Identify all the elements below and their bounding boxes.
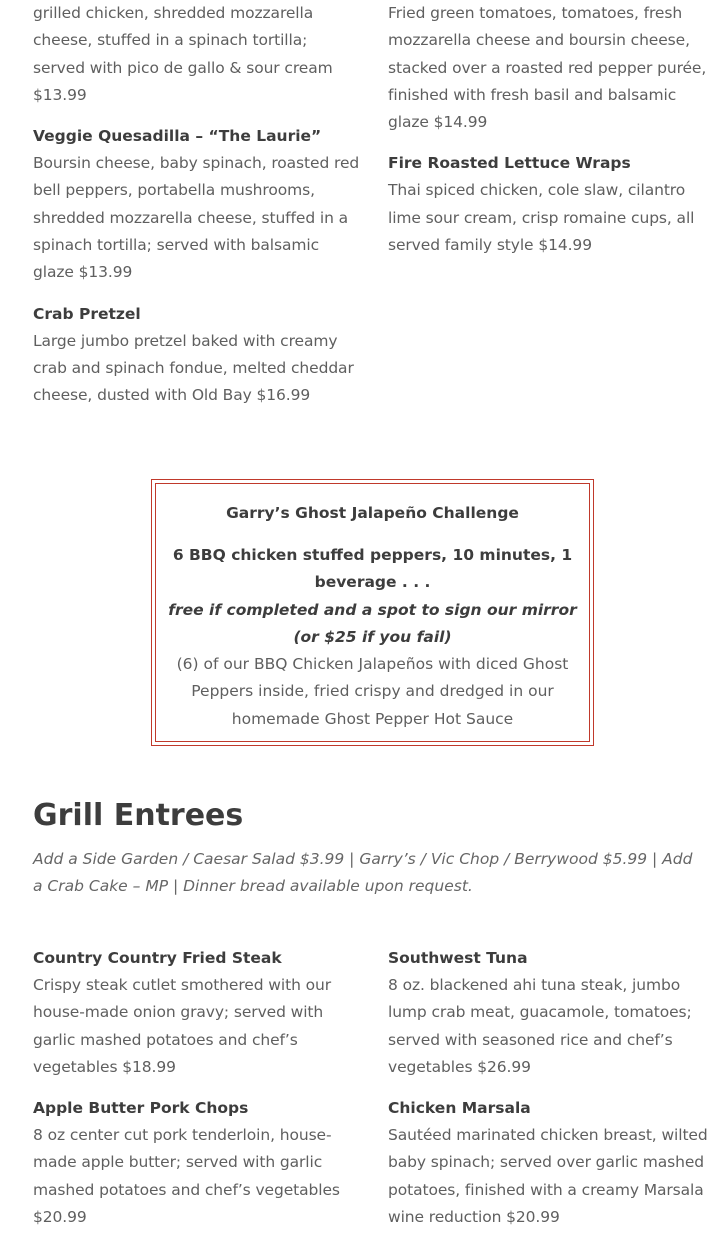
menu-item-description: grilled chicken, shredded mozzarella cheese, stuffed in a spinach tortilla; served with pico de gallo & sour cream $13.99 [33,4,333,104]
menu-item [33,945,363,1081]
menu-item-title: Chicken Marsala [388,1099,531,1118]
section-note: Add a Side Garden / Caesar Salad $3.99 | Garry’s / Vic Chop / Berrywood $5.99 | Add a Crab Cake – MP | Dinner bread available upon request. [33,850,693,896]
menu-item [388,1095,718,1231]
menu-item-description: 8 oz center cut pork tenderloin, house-made apple butter; served with garlic mashed potatoes and chef’s vegetables $20.99 [33,1126,340,1227]
menu-item [388,150,718,259]
menu-item-description: 8 oz. blackened ahi tuna steak, jumbo lump crab meat, guacamole, tomatoes; served with seasoned rice and chef’s vegetables $26.99 [388,976,692,1076]
menu-item-description: Boursin cheese, baby spinach, roasted red bell peppers, portabella mushrooms, shredded mozzarella cheese, stuffed in a spinach tortilla; served with balsamic glaze $13.99 [33,154,360,282]
menu-item-title: Crab Pretzel [33,304,141,323]
menu-item-description: Crispy steak cutlet smothered with our house-made onion gravy; served with garlic mashed potatoes and chef’s vegetables $18.99 [33,976,331,1076]
menu-item [33,301,363,410]
challenge-rules: 6 BBQ chicken stuffed peppers, 10 minutes, 1 beverage . . . [172,546,573,592]
grill-right-column [388,945,718,1245]
challenge-free-line: free if completed and a spot to sign our mirror (or $25 if you fail) [168,600,577,646]
menu-item [33,1095,363,1231]
appetizers-left-column [33,0,363,424]
menu-item-description: Fried green tomatoes, tomatoes, fresh mozzarella cheese and boursin cheese, stacked over a roasted red pepper purée, finished with fresh basil and balsamic glaze $14.99 [388,4,707,132]
menu-item-title: Country Country Fried Steak [33,949,282,967]
section-title-grill-entrees: Grill Entrees [33,798,244,833]
challenge-box [151,479,594,746]
menu-item-description: Large jumbo pretzel baked with creamy crab and spinach fondue, melted cheddar cheese, dusted with Old Bay $16.99 [33,331,354,405]
menu-item [388,0,718,136]
challenge-box-inner [155,483,590,742]
menu-item [33,0,363,109]
appetizers-right-column [388,0,718,273]
challenge-title: Garry’s Ghost Jalapeño Challenge [226,504,519,522]
grill-left-column [33,945,363,1245]
menu-item-description: Thai spiced chicken, cole slaw, cilantro lime sour cream, crisp romaine cups, all served family style $14.99 [388,181,695,255]
menu-item [388,945,718,1081]
menu-item-description: Sautéed marinated chicken breast, wilted baby spinach; served over garlic mashed potatoes, finished with a creamy Marsala wine reduction $20.99 [388,1126,708,1227]
menu-item-title: Fire Roasted Lettuce Wraps [388,154,631,173]
menu-item-title: Southwest Tuna [388,949,528,967]
challenge-description: (6) of our BBQ Chicken Jalapeños with diced Ghost Peppers inside, fried crispy and dredged in our homemade Ghost Pepper Hot Sauce [176,655,569,728]
menu-item-title: Apple Butter Pork Chops [33,1099,249,1118]
menu-item-title: Veggie Quesadilla – “The Laurie” [33,127,322,146]
menu-item [33,123,363,286]
